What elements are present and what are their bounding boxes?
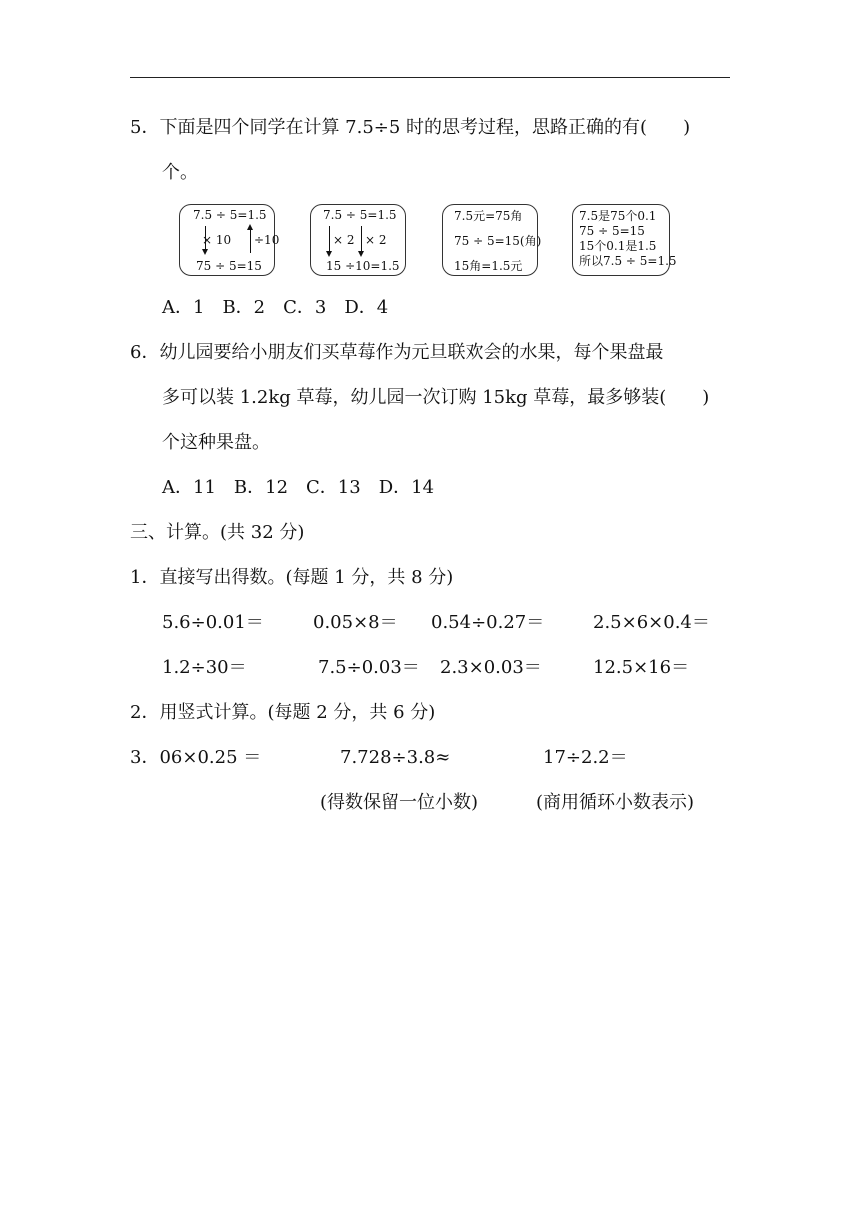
thinking-box-2 <box>310 204 406 276</box>
arrow-up-icon <box>250 229 251 253</box>
s3q1-title: 1．直接写出得数。(每题 1 分，共 8 分) <box>130 567 454 588</box>
box2-right-op: × 2 <box>365 233 387 247</box>
q5-line1: 5．下面是四个同学在计算 7.5÷5 时的思考过程，思路正确的有( ) <box>130 117 691 138</box>
box4-line3: 15个0.1是1.5 <box>579 239 657 253</box>
vertical-calc-item: 17÷2.2＝ <box>543 747 628 768</box>
box3-line3: 15角=1.5元 <box>454 259 523 273</box>
box1-left-op: × 10 <box>202 233 232 247</box>
box2-bottom: 15 ÷10=1.5 <box>326 259 400 273</box>
box2-left-op: × 2 <box>333 233 355 247</box>
q5-line2: 个。 <box>162 162 198 183</box>
q5-options: A．1 B．2 C．3 D．4 <box>162 297 389 318</box>
oral-calc-item: 7.5÷0.03＝ <box>318 657 420 678</box>
box1-top: 7.5 ÷ 5=1.5 <box>193 208 267 222</box>
calc-note: (商用循环小数表示) <box>536 792 695 813</box>
oral-calc-item: 5.6÷0.01＝ <box>162 612 264 633</box>
q6-line3: 个这种果盘。 <box>162 432 270 453</box>
arrow-down-icon <box>361 226 362 252</box>
oral-calc-item: 2.5×6×0.4＝ <box>593 612 710 633</box>
q6-line1: 6．幼儿园要给小朋友们买草莓作为元旦联欢会的水果，每个果盘最 <box>130 342 664 363</box>
arrow-down-icon <box>329 226 330 252</box>
s3q2-title: 2．用竖式计算。(每题 2 分，共 6 分) <box>130 702 436 723</box>
header-rule <box>130 77 730 78</box>
vertical-calc-item: 7.728÷3.8≈ <box>340 747 451 768</box>
calc-note: (得数保留一位小数) <box>320 792 479 813</box>
box4-line2: 75 ÷ 5=15 <box>579 224 645 238</box>
box3-line2: 75 ÷ 5=15(角) <box>454 234 542 248</box>
box3-line1: 7.5元=75角 <box>454 209 523 223</box>
q6-options: A．11 B．12 C．13 D．14 <box>162 477 435 498</box>
oral-calc-item: 1.2÷30＝ <box>162 657 247 678</box>
thinking-box-1 <box>179 204 280 276</box>
vertical-calc-item: 3．06×0.25 ＝ <box>130 747 262 768</box>
box4-line4: 所以7.5 ÷ 5=1.5 <box>579 254 677 268</box>
box1-right-op: ÷10 <box>254 233 280 247</box>
thinking-box-4 <box>572 204 677 276</box>
oral-calc-item: 0.05×8＝ <box>313 612 398 633</box>
box1-bottom: 75 ÷ 5=15 <box>196 259 262 273</box>
oral-calc-item: 2.3×0.03＝ <box>440 657 542 678</box>
section3-title: 三、计算。(共 32 分) <box>130 522 305 543</box>
oral-calc-item: 12.5×16＝ <box>593 657 690 678</box>
box2-top: 7.5 ÷ 5=1.5 <box>323 208 397 222</box>
oral-calc-item: 0.54÷0.27＝ <box>431 612 545 633</box>
thinking-box-3 <box>442 204 542 276</box>
q6-line2: 多可以装 1.2kg 草莓，幼儿园一次订购 15kg 草莓，最多够装( ) <box>162 387 710 408</box>
box4-line1: 7.5是75个0.1 <box>579 209 657 223</box>
